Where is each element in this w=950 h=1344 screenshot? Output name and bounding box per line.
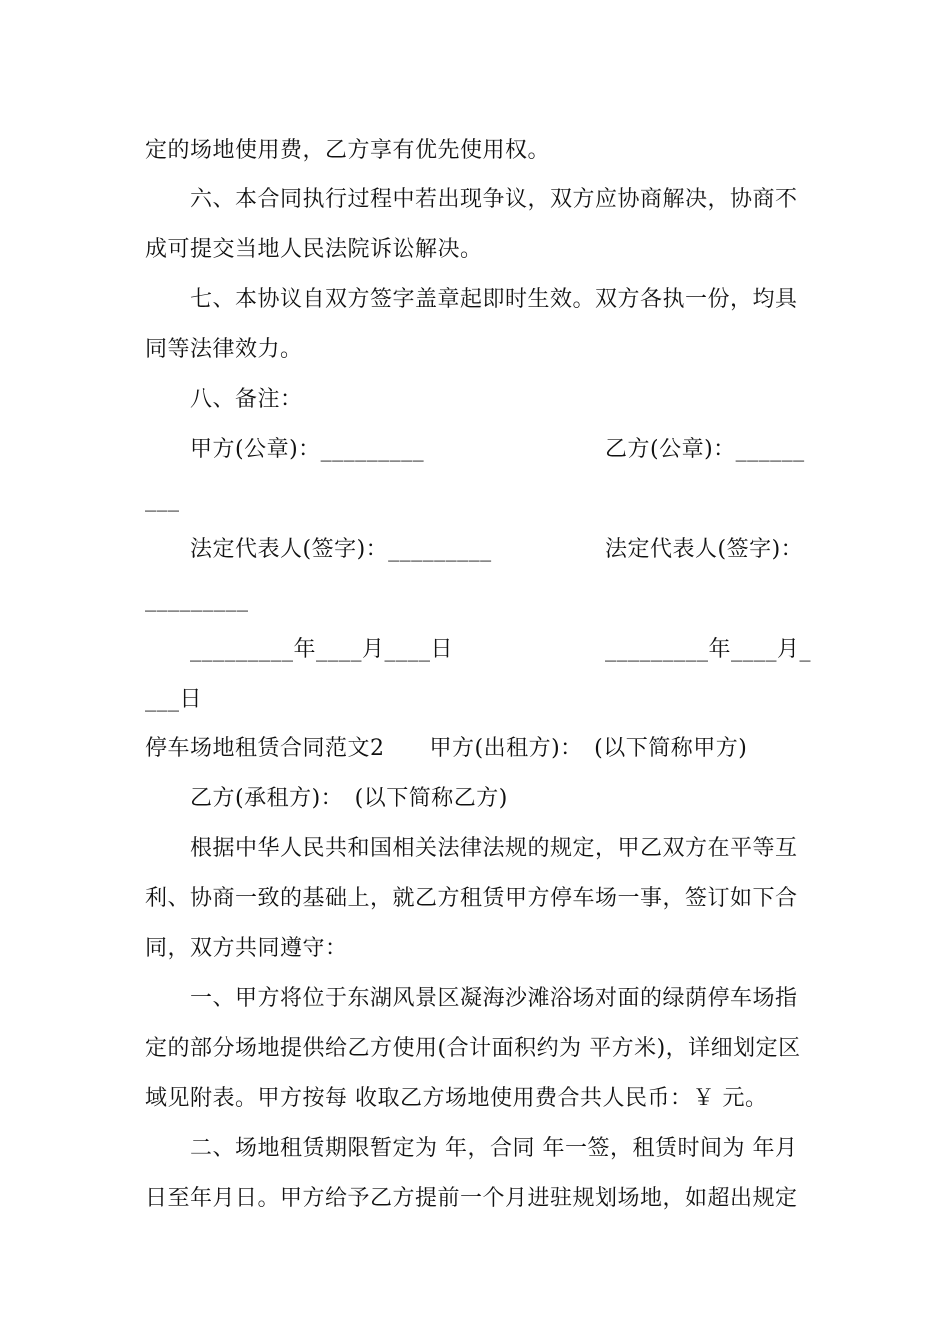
text-line: 成可提交当地人民法院诉讼解决。 (145, 237, 483, 262)
party-b-date-continued: ___日 (145, 687, 203, 712)
contract-title: 停车场地租赁合同范文2 甲方(出租方)： (以下简称甲方) (145, 736, 748, 761)
party-a-representative: 法定代表人(签字)：_________ (190, 537, 492, 562)
party-b-representative: 法定代表人(签字)： (605, 537, 804, 562)
party-a-seal: 甲方(公章)：_________ (190, 437, 425, 462)
text-line: 利、协商一致的基础上，就乙方租赁甲方停车场一事，签订如下合 (145, 886, 798, 911)
text-line: 域见附表。甲方按每 收取乙方场地使用费合共人民币：￥ 元。 (145, 1086, 768, 1111)
party-b-date: _________年____月_ (605, 637, 812, 662)
text-line: 定的部分场地提供给乙方使用(合计面积约为 平方米)，详细划定区 (145, 1036, 801, 1061)
party-a-date: _________年____月____日 (190, 637, 454, 662)
clause-seven: 七、本协议自双方签字盖章起即时生效。双方各执一份，均具 (190, 287, 798, 312)
party-b-seal-continued: ___ (145, 487, 180, 512)
party-b-representative-blank: _________ (145, 587, 249, 612)
clause-eight-remarks: 八、备注： (190, 387, 303, 412)
text-line: 定的场地使用费，乙方享有优先使用权。 (145, 138, 551, 163)
clause-one: 一、甲方将位于东湖风景区凝海沙滩浴场对面的绿荫停车场指 (190, 986, 798, 1011)
clause-two: 二、场地租赁期限暂定为 年，合同 年一签，租赁时间为 年月 (190, 1136, 798, 1161)
text-line: 同等法律效力。 (145, 337, 303, 362)
party-b-lessee: 乙方(承租方)： (以下简称乙方) (190, 786, 508, 811)
party-b-seal: 乙方(公章)：______ (605, 437, 805, 462)
text-line: 同，双方共同遵守： (145, 936, 348, 961)
text-line: 日至年月日。甲方给予乙方提前一个月进驻规划场地，如超出规定 (145, 1186, 798, 1211)
clause-six: 六、本合同执行过程中若出现争议，双方应协商解决，协商不 (190, 187, 798, 212)
preamble-paragraph: 根据中华人民共和国相关法律法规的规定，甲乙双方在平等互 (190, 836, 798, 861)
